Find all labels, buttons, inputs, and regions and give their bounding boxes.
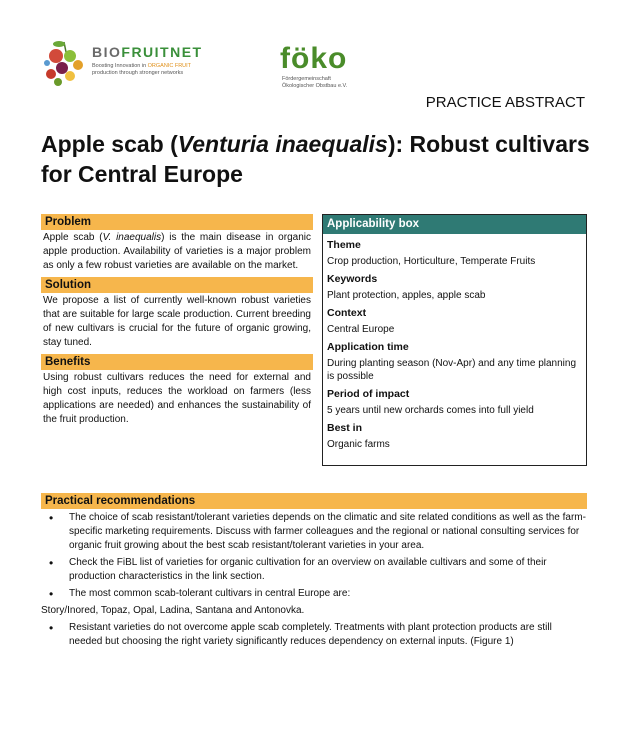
biofruitnet-tagline: Boosting Innovation in ORGANIC FRUIT production through stronger networks [92, 63, 192, 76]
solution-text: We propose a list of currently well-known robust varieties that are suitable for large scale production. Current breeding of new cultivars is crucial for the future of organic growing, stay tuned. [43, 295, 311, 348]
page-title: Apple scab (Venturia inaequalis): Robust cultivars for Central Europe [41, 131, 590, 187]
benefits-section [41, 354, 313, 427]
application-time-label: Application time [327, 341, 409, 353]
list-item: • The choice of scab resistant/tolerant varieties depends on the climatic and site related conditions as well as the farm-specific marketing requirements. Discuss with farmer colleagues and the regional or national consulting services for organic fruit growing about the best scab resistant/tolerant varieties in your area. [49, 511, 586, 551]
practical-recommendations [41, 493, 587, 652]
theme-label: Theme [327, 239, 361, 251]
context-value: Central Europe [327, 324, 395, 335]
list-item: • The most common scab-tolerant cultivars in central Europe are: [49, 587, 351, 601]
benefits-heading: Benefits [41, 354, 313, 370]
keywords-label: Keywords [327, 273, 378, 285]
application-time-value: During planting season (Nov-Apr) and any time planning is possible [327, 358, 577, 382]
applicability-box [322, 214, 587, 466]
left-column [41, 214, 313, 431]
list-item: • Resistant varieties do not overcome apple scab completely. Treatments with plant protection products are still needed but choosing the right variety significantly reduces dependency on external inputs. (Figure 1) [49, 621, 552, 647]
foko-logo [280, 44, 400, 94]
problem-heading: Problem [41, 214, 313, 230]
foko-wordmark: föko [280, 42, 348, 75]
solution-heading: Solution [41, 277, 313, 293]
foko-subtitle: Fördergemeinschaft Ökologischer Obstbau e.V. [282, 76, 348, 89]
period-of-impact-value: 5 years until new orchards comes into full yield [327, 405, 534, 416]
list-item: • Check the FiBL list of varieties for organic cultivation for an overview on available cultivars and some of their production characteristics in the link section. [49, 556, 547, 582]
applicability-heading: Applicability box [323, 215, 586, 234]
biofruitnet-logo [42, 38, 242, 88]
problem-section [41, 214, 313, 273]
keywords-value: Plant protection, apples, apple scab [327, 290, 486, 301]
bullet-icon: • [49, 511, 54, 525]
problem-text: Apple scab (V. inaequalis) is the main disease in organic apple production. Availability of varieties is a major problem as only a few robust varieties are available on the market. [43, 232, 311, 271]
period-of-impact-label: Period of impact [327, 388, 410, 400]
cultivar-list: Story/Inored, Topaz, Opal, Ladina, Santana and Antonovka. [41, 605, 305, 616]
theme-value: Crop production, Horticulture, Temperate Fruits [327, 256, 536, 267]
fruit-cluster-icon [42, 38, 90, 88]
bullet-icon: • [49, 621, 54, 635]
recommendations-heading: Practical recommendations [41, 493, 587, 509]
benefits-text: Using robust cultivars reduces the need for external and high cost inputs, reduces the workload on farmers (less applications are needed) and enhances the sustainability of the fruit production. [43, 372, 311, 425]
biofruitnet-wordmark: BIOFRUITNET [92, 44, 203, 60]
best-in-value: Organic farms [327, 439, 390, 450]
recommendations-list [41, 511, 587, 601]
context-label: Context [327, 307, 367, 319]
bullet-icon: • [49, 587, 54, 601]
bullet-icon: • [49, 556, 54, 570]
best-in-label: Best in [327, 422, 363, 434]
recommendations-list-continued [41, 621, 587, 649]
document-type: PRACTICE ABSTRACT [425, 94, 585, 111]
solution-section [41, 277, 313, 350]
